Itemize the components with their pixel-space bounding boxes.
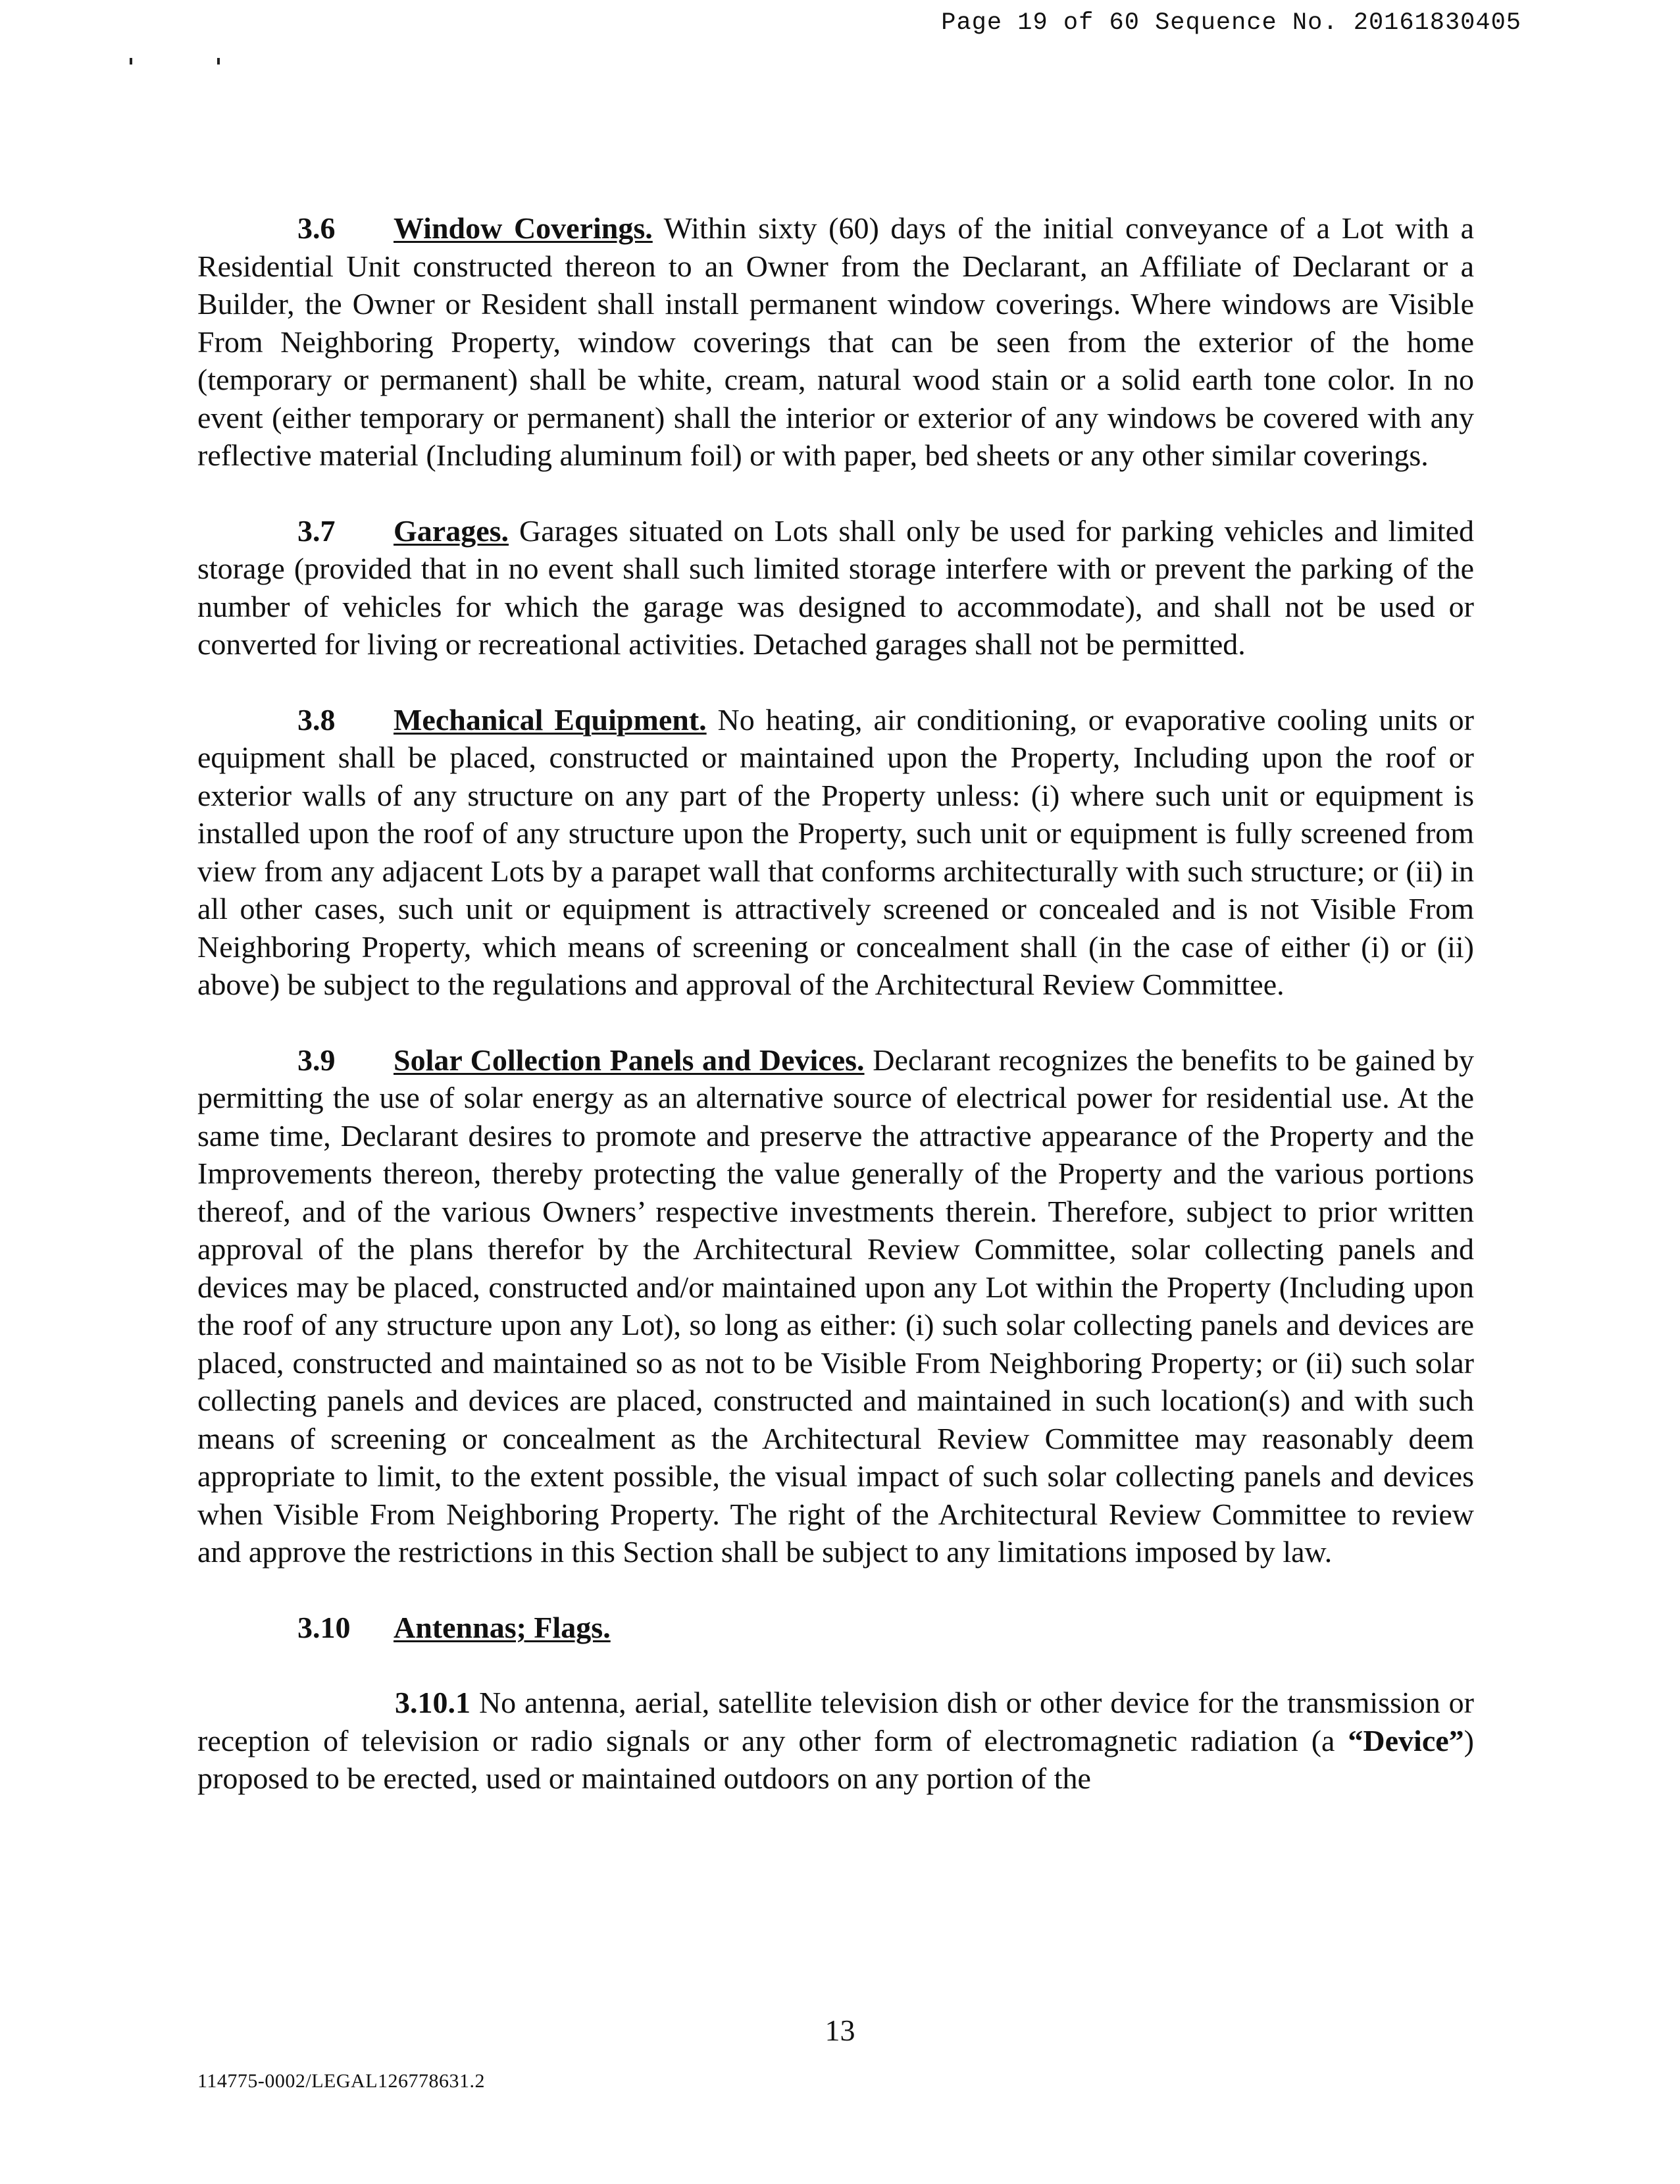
subsection-text: No antenna, aerial, satellite television dish or other device for the transmission or reception of television or radio signals or any other form of electromagnetic radiation (a bbox=[197, 1686, 1474, 1757]
section-3-6 bbox=[197, 209, 1474, 475]
section-number: 3.8 bbox=[297, 702, 336, 737]
section-number: 3.6 bbox=[297, 211, 336, 245]
page-number: 13 bbox=[825, 2014, 855, 2047]
subsection-text-continued: ) proposed to be erected, used or maintained outdoors on any portion of the bbox=[197, 1723, 1474, 1795]
defined-term: “Device” bbox=[1348, 1723, 1464, 1757]
subsection-number: 3.10.1 bbox=[395, 1686, 471, 1719]
section-title: Antennas; Flags. bbox=[394, 1610, 611, 1644]
section-3-7 bbox=[197, 512, 1474, 663]
section-text: Garages situated on Lots shall only be used for parking vehicles and limited storage (provided that in no event shall such limited storage interfere with or prevent the parking of the number of vehicles for which the garage was designed to accommodate), and shall not be used or converted for living or recreational activities. Detached garages shall not be permitted. bbox=[197, 513, 1474, 661]
scan-mark bbox=[217, 58, 220, 65]
section-text: Declarant recognizes the benefits to be gained by permitting the use of solar energy as an alternative source of electrical power for residential use. At the same time, Declarant desires to promote and preserve the attractive appearance of the Property and the Improvements thereon, thereby protecting the value generally of the Property and the various portions thereof, and of the various Owners’ respective investments therein. Therefore, subject to prior written approval of the plans therefor by the Architectural Review Committee, solar collecting panels and devices may be placed, constructed and/or maintained upon any Lot within the Property (Including upon the roof of any structure upon any Lot), so long as either: (i) such solar collecting panels and devices are placed, constructed and maintained so as not to be Visible From Neighboring Property; or (ii) such solar collecting panels and devices are placed, constructed and maintained in such location(s) and with such means of screening or concealment as the Architectural Review Committee may reasonably deem appropriate to limit, to the extent possible, the visual impact of such solar collecting panels and devices when Visible From Neighboring Property. The right of the Architectural Review Committee to review and approve the restrictions in this Section shall be subject to any limitations imposed by law. bbox=[197, 1043, 1475, 1569]
section-number: 3.10 bbox=[297, 1610, 351, 1644]
document-body bbox=[197, 209, 1474, 1835]
section-number: 3.7 bbox=[297, 513, 336, 548]
scan-mark bbox=[130, 58, 132, 65]
section-3-8 bbox=[197, 701, 1474, 1004]
section-text: No heating, air conditioning, or evaporative cooling units or equipment shall be placed, constructed or maintained upon the Property, Including upon the roof or exterior walls of any structure on any part of the Property unless: (i) where such unit or equipment is installed upon the roof of any structure upon the Property, such unit or equipment is fully screened from view from any adjacent Lots by a parapet wall that conforms architecturally with such structure; or (ii) in all other cases, such unit or equipment is attractively screened or concealed and is not Visible From Neighboring Property, which means of screening or concealment shall (in the case of either (i) or (ii) above) be subject to the regulations and approval of the Architectural Review Committee. bbox=[197, 702, 1474, 1001]
section-3-10 bbox=[197, 1609, 1474, 1647]
section-3-9 bbox=[197, 1041, 1474, 1571]
section-title: Mechanical Equipment. bbox=[394, 702, 707, 737]
section-title: Window Coverings. bbox=[394, 211, 653, 245]
subsection-3-10-1 bbox=[197, 1684, 1474, 1798]
section-title: Garages. bbox=[394, 513, 509, 548]
document-id: 114775-0002/LEGAL126778631.2 bbox=[197, 2070, 486, 2092]
section-text: Within sixty (60) days of the initial conveyance of a Lot with a Residential Unit constructed thereon to an Owner from the Declarant, an Affiliate of Declarant or a Builder, the Owner or Resident shall install permanent window coverings. Where windows are Visible From Neighboring Property, window coverings that can be seen from the exterior of the home (temporary or permanent) shall be white, cream, natural wood stain or a solid earth tone color. In no event (either temporary or permanent) shall the interior or exterior of any windows be covered with any reflective material (Including aluminum foil) or with paper, bed sheets or any other similar coverings. bbox=[197, 211, 1475, 472]
page-sequence-stamp: Page 19 of 60 Sequence No. 20161830405 bbox=[941, 9, 1521, 37]
section-number: 3.9 bbox=[297, 1043, 336, 1077]
section-title: Solar Collection Panels and Devices. bbox=[394, 1043, 865, 1077]
